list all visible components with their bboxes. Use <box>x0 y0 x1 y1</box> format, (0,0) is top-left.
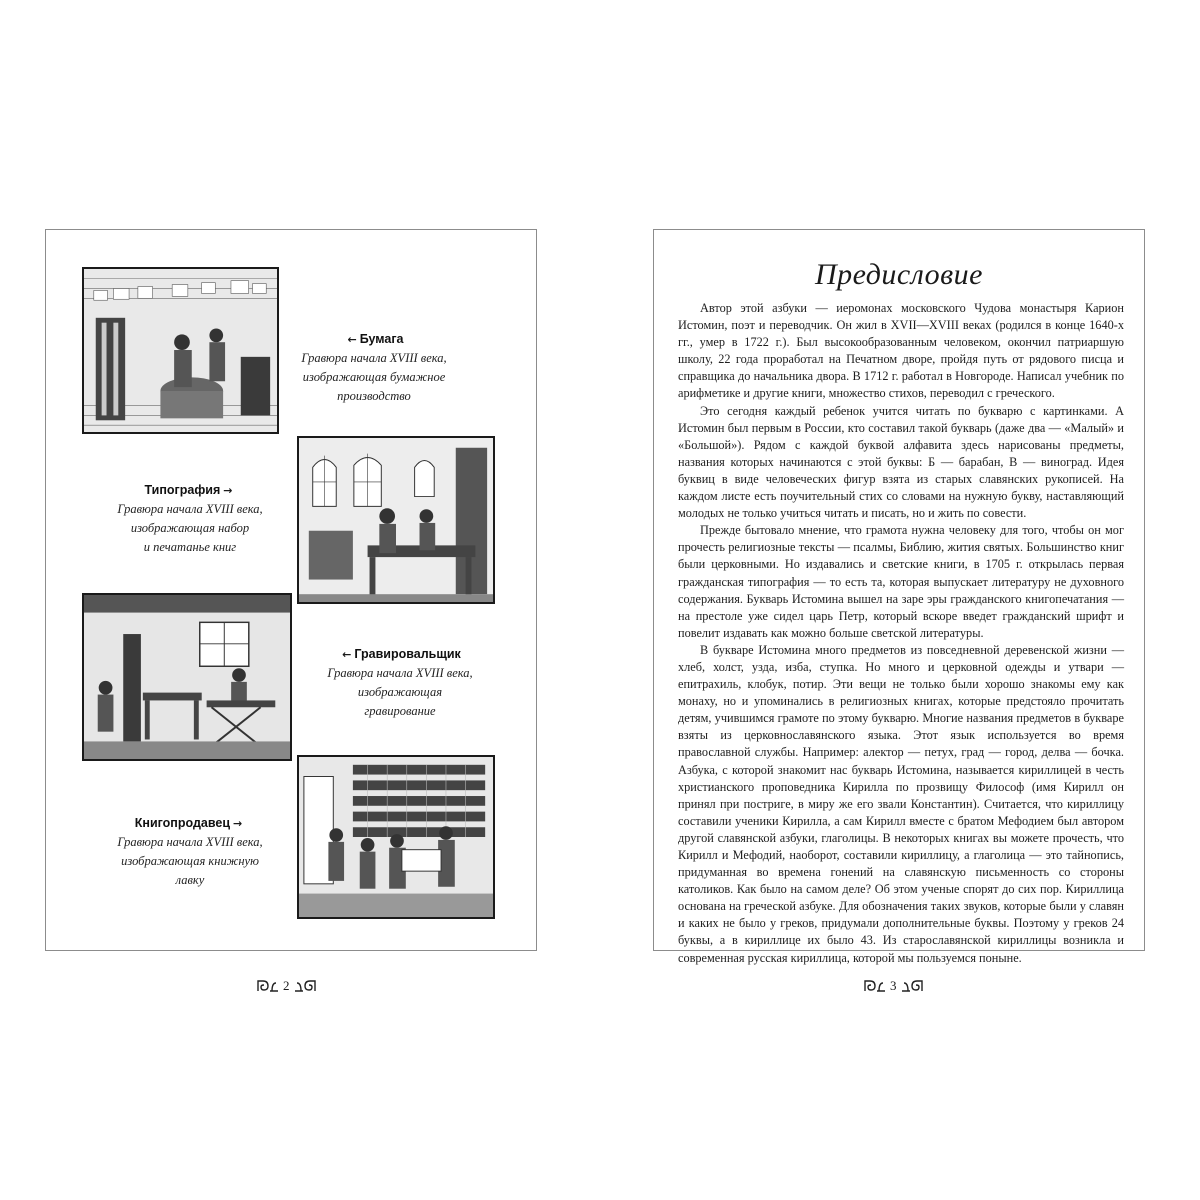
caption-title: Типография <box>144 483 221 497</box>
right-page <box>653 229 1145 965</box>
caption-engraver <box>315 644 485 721</box>
caption-printing <box>105 480 275 557</box>
engraving-printing-house <box>297 436 495 604</box>
caption-line: изображающая <box>357 685 443 699</box>
caption-title: Книгопродавец <box>134 816 231 830</box>
scroll-ornament-icon <box>864 979 886 993</box>
paper-making-illustration <box>84 269 277 432</box>
caption-line: гравирование <box>364 704 436 718</box>
scroll-ornament-icon <box>257 979 279 993</box>
caption-line: Гравюра начала XVIII века, <box>117 835 263 849</box>
engraver-illustration <box>84 595 290 759</box>
caption-line: Гравюра начала XVIII века, <box>301 351 447 365</box>
paragraph: Автор этой азбуки — иеромонах московского Чудова монастыря Карион Истомин, поэт и переводчик. Он жил в XVII—XVIII веках (родился в конце 1640-х гг., умер в 1722 г.). Был высокообразованным человеком, окончил патриаршую школу, 22 года проработал на Печатном дворе, пройдя путь от рядового писца и справщика до начальника двора. В 1712 г. работал в Новгороде. Написал учебник по арифметике и другие книги, множество стихов, переводил с греческого. <box>678 301 1124 401</box>
caption-title: Гравировальщик <box>354 647 461 661</box>
caption-paper <box>289 329 459 406</box>
preface-text <box>678 300 1124 967</box>
engraving-paper-making <box>82 267 279 434</box>
caption-bookseller <box>105 813 275 890</box>
caption-line: Гравюра начала XVIII века, <box>327 666 473 680</box>
page-number-right <box>864 976 923 996</box>
printing-house-illustration <box>299 438 493 602</box>
arrow-right-icon: → <box>233 817 243 830</box>
arrow-left-icon: ← <box>347 333 357 346</box>
caption-line: изображающая бумажное <box>302 370 446 384</box>
arrow-left-icon: ← <box>342 648 352 661</box>
arrow-right-icon: → <box>223 484 233 497</box>
caption-line: и печатанье книг <box>143 540 237 554</box>
page-number: 2 <box>283 978 290 993</box>
caption-line: лавку <box>175 873 205 887</box>
caption-line: производство <box>337 389 411 403</box>
engraving-engraver <box>82 593 292 761</box>
caption-line: Гравюра начала XVIII века, <box>117 502 263 516</box>
page-number: 3 <box>890 978 897 993</box>
scroll-ornament-icon <box>901 979 923 993</box>
scroll-ornament-icon <box>294 979 316 993</box>
paragraph: Это сегодня каждый ребенок учится читать по букварю с картинками. А Истомин был первым в России, кто составил такой букварь (даже два — «Малый» и «Большой»). Рядом с каждой буквой алфавита здесь нарисованы предметы, названия которых начинаются с этой буквы: Б — барабан, В — виноград. Идея буквиц в виде человеческих фигур взята из старых славянских рукописей. На каждом листе есть поучительный стих со словами на нужную букву, наставляющий молодых не только учиться читать и писать, но и жить по совести. <box>678 403 1124 521</box>
paragraph: В букваре Истомина много предметов из повседневной деревенской жизни — хлеб, холст, узда, изба, ступка. Но много и церковной одежды и утвари — епитрахиль, клобук, потир. Эти вещи не только были хорошо знакомы ему как монаху, но и упоминались в религиозных книгах, которые предстояло прочитать детям, учившимся грамоте по этому букварю. Многие названия предметов в букваре взяты из церковнославянского языка. Этот язык используется во время православной службы. Например: алектор — петух, град — город, делва — бочка. Азбука, с которой знакомит нас букварь Истомина, называется кириллицей в честь христианского проповедника Кирилла по прозвищу Философ (имя Кирилл он принял при постриге, в миру же его звали Константин). Считается, что кириллицу составили ученики Кирилла, а сам Кирилл вместе с братом Мефодием был автором другой славянской азбуки, глаголицы. В некоторых книгах вы можете прочесть, что Кирилл и Мефодий, наоборот, составили кириллицу, а глаголица — это тайнопись, придуманная во времена гонений на славянскую письменность со стороны католиков. Как было на самом деле? Об этом ученые спорят до сих пор. Кириллица основана на греческой азбуке. Для обозначения таких звуков, которые были у славян и каких не было у греков, придумали дополнительные буквы. Поэтому у греков 24 буквы, а в кириллице их было 43. Из старославянской кириллицы возникла и современная русская кириллица, которой мы пользуемся поныне. <box>678 642 1124 965</box>
page-heading: Предисловие <box>814 258 983 291</box>
caption-line: изображающая книжную <box>121 854 259 868</box>
caption-title: Бумага <box>359 332 404 346</box>
page-number-left <box>257 976 316 996</box>
bookseller-illustration <box>299 757 493 917</box>
engraving-bookseller <box>297 755 495 919</box>
caption-line: изображающая набор <box>130 521 250 535</box>
left-page <box>45 229 537 951</box>
paragraph: Прежде бытовало мнение, что грамота нужна человеку для того, чтобы он мог прочесть религиозные тексты — псалмы, Библию, жития святых. Большинство книг были церковными. Но издавались и светские книги, в 1705 г. открылась первая гражданская типография — то есть та, которая выпускает литературу не духовного содержания. Букварь Истомина вышел на заре эры гражданского книгопечатания — на престоле уже сидел царь Петр, который вскоре введет гражданский шрифт и повелит издавать как можно больше светской литературы. <box>678 523 1124 640</box>
